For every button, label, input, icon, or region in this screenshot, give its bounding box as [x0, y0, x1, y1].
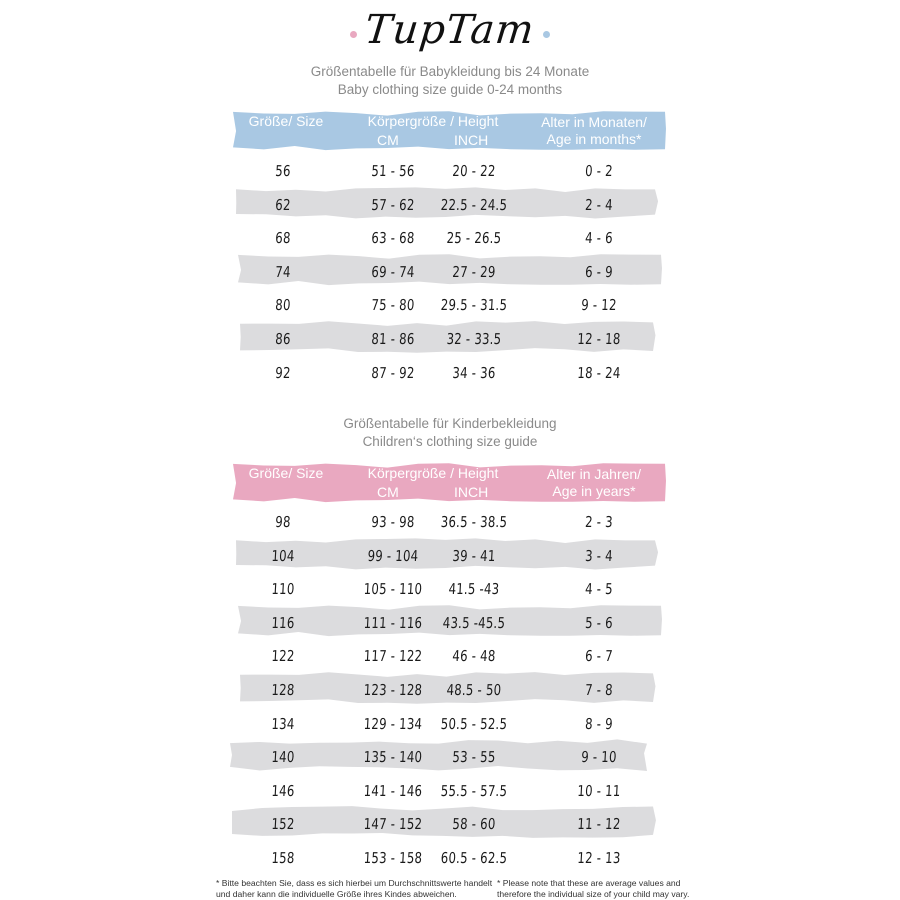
brand-name: TupTam	[362, 7, 538, 53]
kids-cell-age: 10 - 11	[576, 781, 622, 800]
kids-cell-size: 122	[270, 647, 296, 666]
kids-cell-age: 6 - 7	[584, 647, 614, 666]
kids-cell-inch: 50.5 - 52.5	[440, 714, 508, 733]
baby-cell-size: 74	[274, 262, 292, 281]
baby-header-band	[233, 109, 667, 153]
kids-cell-cm: 93 - 98	[370, 513, 416, 531]
kids-header-band	[233, 461, 667, 505]
kids-cell-age: 5 - 6	[584, 613, 614, 632]
kids-cell-size: 110	[270, 580, 296, 599]
kids-cell-age: 3 - 4	[584, 546, 614, 565]
baby-header-units	[353, 109, 513, 153]
baby-cell-age: 6 - 9	[584, 262, 614, 281]
baby-cell-cm: 57 - 62	[370, 195, 416, 214]
baby-cell-cm: 81 - 86	[370, 330, 416, 348]
kids-cell-size: 128	[270, 681, 296, 699]
kids-cell-size: 134	[270, 714, 296, 733]
kids-cell-size: 98	[274, 513, 292, 531]
kids-title-de: Größentabelle für Kinderbekleidung	[343, 416, 557, 431]
kids-cell-cm: 147 - 152	[363, 815, 423, 834]
baby-header-age	[529, 109, 659, 153]
kids-cell-cm: 141 - 146	[363, 781, 423, 800]
baby-cell-size: 68	[274, 229, 292, 248]
baby-header-age-line-2: Age in months*	[546, 131, 642, 147]
baby-cell-age: 18 - 24	[576, 363, 622, 382]
kids-cell-inch: 55.5 - 57.5	[440, 781, 508, 800]
baby-cell-size: 80	[274, 296, 292, 315]
baby-cell-inch: 29.5 - 31.5	[440, 296, 508, 315]
baby-title-en: Baby clothing size guide 0-24 months	[337, 82, 563, 97]
kids-header-height-line-1: Körpergröße / Height	[367, 464, 499, 481]
baby-cell-cm: 75 - 80	[370, 296, 416, 315]
kids-cell-age: 9 - 10	[580, 748, 618, 767]
kids-cell-cm: 99 - 104	[367, 546, 419, 565]
baby-cell-inch: 22.5 - 24.5	[440, 195, 508, 214]
footnote-en-line-2: therefore the individual size of your child may vary.	[497, 889, 690, 899]
brand-logo	[0, 2, 900, 58]
baby-cell-inch: 25 - 26.5	[446, 229, 502, 248]
kids-cell-inch: 36.5 - 38.5	[440, 513, 508, 531]
kids-title-en: Children‘s clothing size guide	[362, 434, 538, 449]
baby-cell-age: 12 - 18	[576, 330, 622, 348]
kids-header-size	[233, 461, 339, 485]
kids-header-age-line-2: Age in years*	[552, 483, 636, 499]
kids-cell-size: 116	[270, 613, 296, 632]
baby-header-height-line-1: Körpergröße / Height	[367, 112, 499, 129]
baby-cell-inch: 27 - 29	[451, 262, 497, 281]
baby-title-de: Größentabelle für Babykleidung bis 24 Monate	[310, 64, 590, 79]
kids-header-cm: CM	[377, 484, 399, 500]
kids-cell-cm: 105 - 110	[363, 580, 423, 599]
baby-cell-age: 4 - 6	[584, 229, 614, 248]
kids-cell-size: 146	[270, 781, 296, 800]
baby-header-age-line-1: Alter in Monaten/	[541, 114, 647, 130]
kids-cell-cm: 123 - 128	[363, 681, 423, 699]
baby-cell-cm: 69 - 74	[370, 262, 416, 281]
kids-cell-cm: 111 - 116	[363, 613, 423, 632]
footnote-de-line-2: und daher kann die individuelle Größe ihres Kindes abweichen.	[216, 889, 457, 899]
kids-cell-size: 158	[270, 849, 296, 867]
kids-cell-age: 2 - 3	[584, 513, 614, 531]
kids-header-size-line-1: Größe/ Size	[248, 464, 324, 481]
baby-cell-age: 9 - 12	[580, 296, 618, 315]
baby-cell-size: 62	[274, 195, 292, 214]
kids-cell-cm: 153 - 158	[363, 849, 423, 867]
baby-header-size	[233, 109, 339, 133]
logo-dot-left	[350, 31, 357, 38]
footnote-en-line-1: * Please note that these are average values and	[497, 878, 681, 888]
baby-cell-size: 56	[274, 162, 292, 180]
kids-cell-age: 8 - 9	[584, 714, 614, 733]
kids-header-units	[353, 461, 513, 505]
baby-header-inch: INCH	[454, 132, 489, 148]
kids-cell-age: 4 - 5	[584, 580, 614, 599]
baby-cell-inch: 32 - 33.5	[446, 330, 502, 348]
kids-cell-inch: 58 - 60	[451, 815, 497, 834]
kids-cell-size: 140	[270, 748, 296, 767]
kids-cell-cm: 117 - 122	[363, 647, 423, 666]
kids-cell-inch: 43.5 -45.5	[442, 613, 506, 632]
footnote-en	[497, 878, 689, 900]
kids-header-inch: INCH	[454, 484, 489, 500]
kids-cell-age: 11 - 12	[576, 815, 622, 834]
kids-cell-cm: 129 - 134	[363, 714, 423, 733]
kids-cell-age: 7 - 8	[584, 681, 614, 699]
kids-cell-size: 104	[270, 546, 296, 565]
kids-header-age	[529, 461, 659, 505]
baby-cell-inch: 20 - 22	[451, 162, 497, 180]
baby-cell-size: 92	[274, 363, 292, 382]
baby-cell-age: 2 - 4	[584, 195, 614, 214]
baby-header-cm: CM	[377, 132, 399, 148]
logo-dot-right	[543, 31, 550, 38]
kids-cell-inch: 46 - 48	[451, 647, 497, 666]
kids-cell-age: 12 - 13	[576, 849, 622, 867]
baby-cell-cm: 87 - 92	[370, 363, 416, 382]
kids-cell-inch: 60.5 - 62.5	[440, 849, 508, 867]
kids-cell-cm: 135 - 140	[363, 748, 423, 767]
kids-header-age-line-1: Alter in Jahren/	[546, 466, 642, 482]
kids-cell-inch: 53 - 55	[451, 748, 497, 767]
kids-cell-size: 152	[270, 815, 296, 834]
footnote-de-line-1: * Bitte beachten Sie, dass es sich hierbei um Durchschnittswerte handelt	[216, 878, 493, 888]
baby-header-size-line-1: Größe/ Size	[248, 112, 324, 129]
baby-cell-cm: 63 - 68	[370, 229, 416, 248]
baby-cell-size: 86	[274, 330, 292, 348]
kids-cell-inch: 48.5 - 50	[446, 681, 502, 699]
kids-cell-inch: 41.5 -43	[448, 580, 500, 599]
baby-cell-inch: 34 - 36	[451, 363, 497, 382]
baby-cell-age: 0 - 2	[584, 162, 614, 180]
kids-cell-inch: 39 - 41	[451, 546, 497, 565]
baby-cell-cm: 51 - 56	[370, 162, 416, 180]
footnote-de	[216, 878, 492, 900]
